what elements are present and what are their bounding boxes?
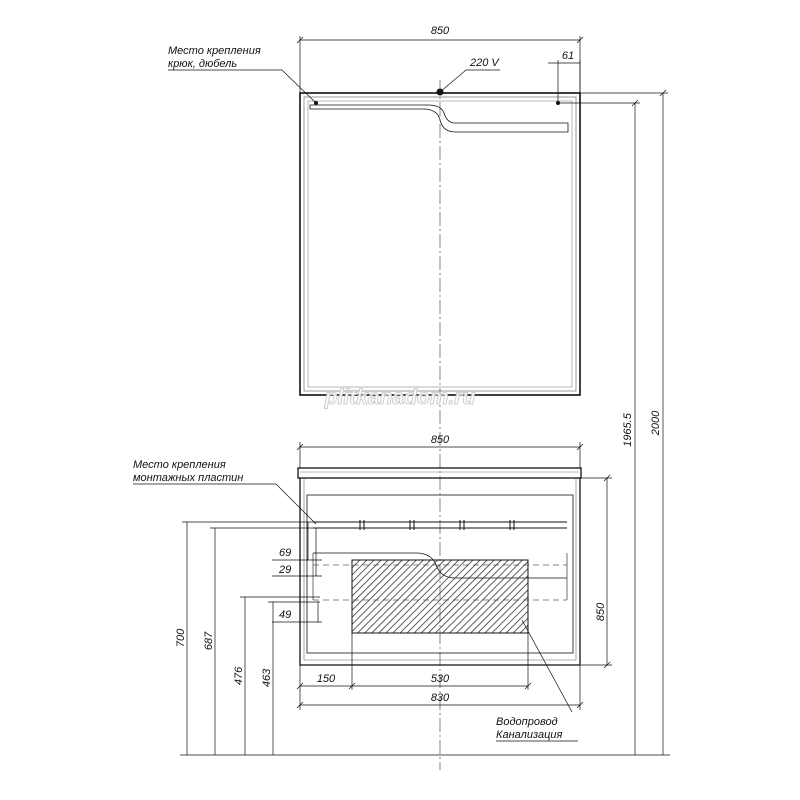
plumbing-zone-hatch — [352, 560, 528, 633]
cabinet-countertop — [298, 468, 581, 478]
utilities-note-line1: Водопровод — [496, 716, 558, 728]
cabinet-height-dimension — [581, 475, 612, 668]
dim-687-label: 687 — [203, 631, 215, 651]
power-label: 220 V — [470, 57, 499, 69]
dim-530-label: 530 — [430, 673, 450, 685]
height-dimensions — [180, 90, 670, 755]
dim-463-label: 463 — [261, 668, 273, 688]
overall-height-label: 2000 — [650, 410, 662, 436]
dim-150-label: 150 — [316, 673, 336, 685]
utilities-note-line2: Канализация — [496, 729, 563, 741]
dim-69-label: 69 — [279, 547, 292, 559]
utilities-leader — [522, 620, 572, 712]
mirror-mount-leader — [282, 70, 316, 103]
mirror-light-strip — [310, 105, 568, 132]
watermark: plitkanadom.ru — [324, 386, 476, 409]
dim-700-label: 700 — [175, 628, 187, 648]
cabinet-width-label: 850 — [430, 434, 450, 446]
offset-61-label: 61 — [561, 50, 575, 62]
dim-49-label: 49 — [279, 609, 292, 621]
mirror-mount-point-left — [314, 101, 318, 105]
cabinet-mount-note-line2: монтажных пластин — [133, 472, 244, 484]
mirror-height-label: 1965.5 — [622, 413, 634, 447]
offset-61-dimension — [548, 60, 580, 103]
mirror-mount-note-line1: Место крепления — [168, 45, 261, 57]
dim-476-label: 476 — [233, 666, 245, 686]
mirror-mount-note-line2: крюк, дюбель — [168, 58, 238, 70]
cabinet-height-label: 850 — [595, 602, 607, 622]
mirror-width-label: 850 — [430, 25, 450, 37]
power-leader — [440, 70, 466, 92]
dim-29-label: 29 — [279, 564, 292, 576]
cabinet-mount-leader — [276, 484, 316, 524]
cabinet-mount-note-line1: Место крепления — [133, 459, 226, 471]
dim-830-label: 830 — [430, 692, 450, 704]
